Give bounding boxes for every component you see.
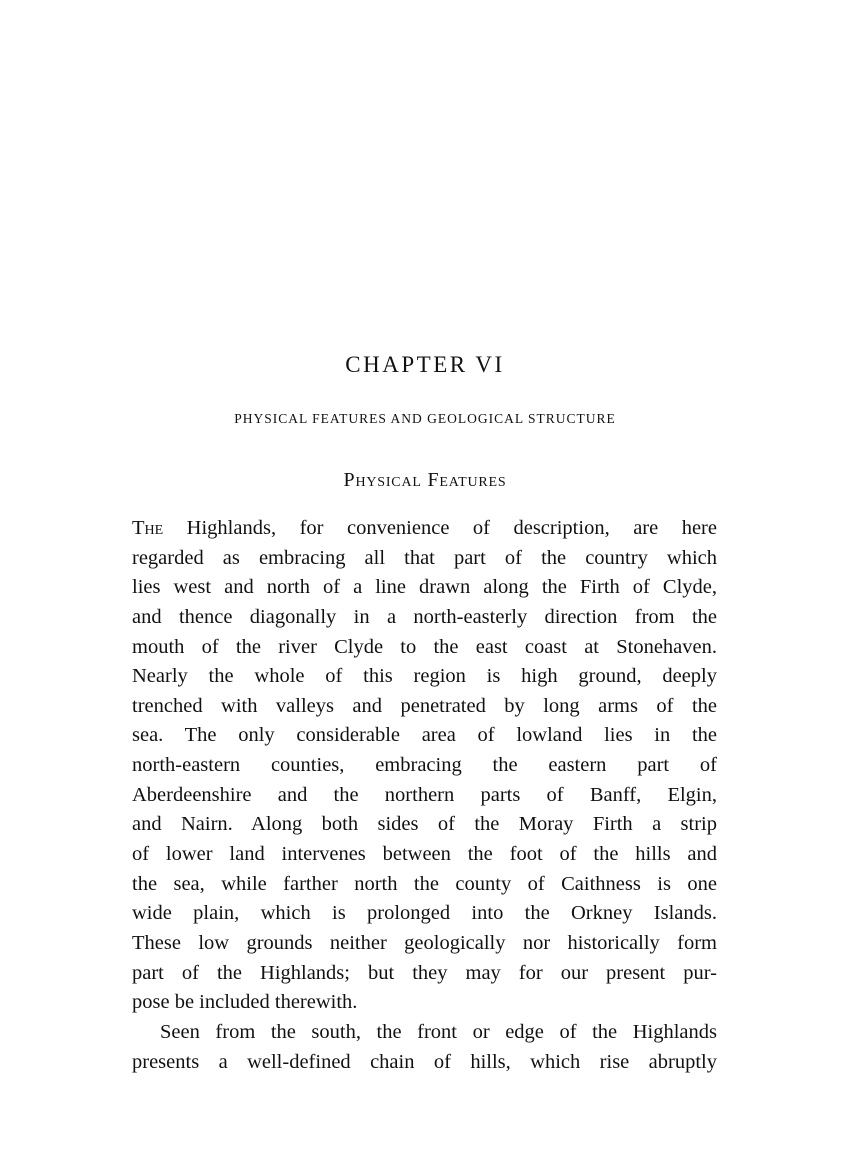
text-line: part of the Highlands; but they may for our present pur-	[132, 961, 717, 984]
text-line: mouth of the river Clyde to the east coast at Stonehaven.	[132, 635, 717, 658]
chapter-subtitle: PHYSICAL FEATURES AND GEOLOGICAL STRUCTURE	[234, 411, 616, 426]
text-line: Aberdeenshire and the northern parts of Banff, Elgin,	[132, 783, 717, 806]
text-line: Seen from the south, the front or edge of the Highlands	[160, 1020, 717, 1043]
lead-word: The	[132, 517, 164, 539]
text-line: sea. The only considerable area of lowland lies in the	[132, 724, 717, 747]
text-line	[132, 514, 717, 544]
text-line: the sea, while farther north the county of Caithness is one	[132, 872, 717, 895]
section-heading: Physical Features	[343, 469, 507, 491]
text-line: Nearly the whole of this region is high ground, deeply	[132, 665, 717, 688]
text-line: north-eastern counties, embracing the eastern part of	[132, 754, 717, 777]
text-line: These low grounds neither geologically nor historically form	[132, 931, 717, 954]
body-text	[132, 514, 717, 1077]
text-line: of lower land intervenes between the foot of the hills and	[132, 843, 717, 866]
paragraph-1	[132, 514, 717, 1018]
text-line: lies west and north of a line drawn along the Firth of Clyde,	[132, 576, 717, 599]
text-line: and thence diagonally in a north-easterly direction from the	[132, 605, 717, 628]
chapter-title: CHAPTER VI	[345, 352, 505, 377]
text-line: presents a well-defined chain of hills, which rise abruptly	[132, 1050, 717, 1073]
text-line: wide plain, which is prolonged into the Orkney Islands.	[132, 902, 717, 925]
text-line: and Nairn. Along both sides of the Moray Firth a strip	[132, 813, 717, 836]
paragraph-2	[132, 1018, 717, 1077]
text-line: trenched with valleys and penetrated by long arms of the	[132, 694, 717, 717]
text-line: pose be included therewith.	[132, 991, 358, 1014]
text-line-rest: Highlands, for convenience of description, are here	[163, 517, 717, 539]
text-line: regarded as embracing all that part of the country which	[132, 546, 717, 569]
